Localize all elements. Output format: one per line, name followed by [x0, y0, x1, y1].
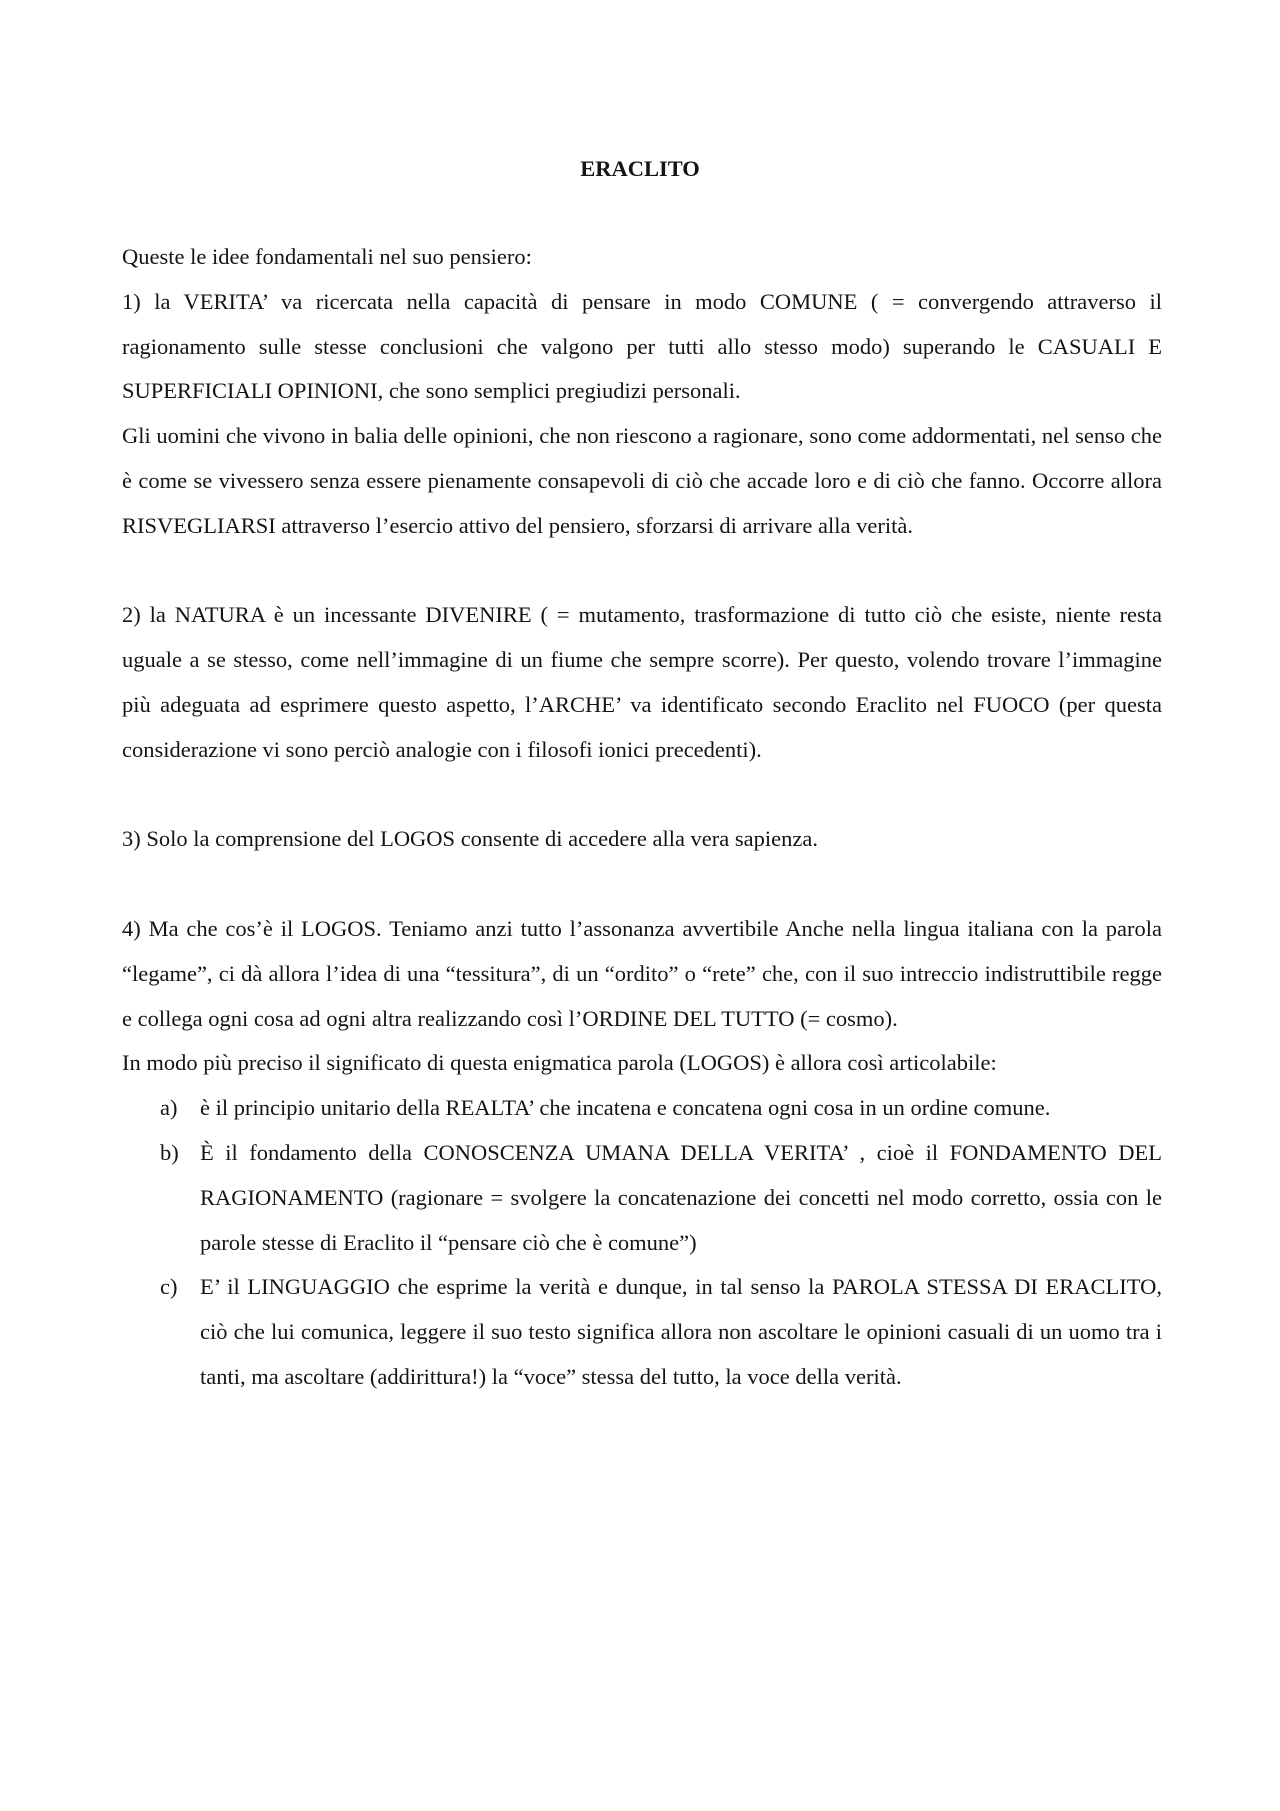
point-3-paragraph: 3) Solo la comprensione del LOGOS consente di accedere alla vera sapienza. — [122, 826, 818, 852]
point-1-paragraph: 1) la VERITA’ va ricercata nella capacità di pensare in modo COMUNE ( = convergendo attraverso il ragionamento sulle stesse conclusioni che valgono per tutti allo stesso modo) superando le CASUALI E SUPERFICIALI OPINIONI, che sono semplici pregiudizi personali. — [122, 288, 1162, 404]
document-title: ERACLITO — [580, 156, 700, 181]
paragraph-spacer — [122, 773, 1162, 818]
list-item — [122, 1265, 1162, 1399]
list-item-marker: b) — [160, 1139, 179, 1165]
list-item-text: E’ il LINGUAGGIO che esprime la verità e dunque, in tal senso la PAROLA STESSA DI ERACLITO, ciò che lui comunica, leggere il suo testo significa allora non ascoltare le opinioni casuali di un uomo tra i tanti, ma ascoltare (addirittura!) la “voce” stessa del tutto, la voce della verità. — [200, 1274, 1162, 1389]
list-item — [122, 1131, 1162, 1265]
point-4-paragraph: 4) Ma che cos’è il LOGOS. Teniamo anzi tutto l’assonanza avvertibile Anche nella lingua italiana con la parola “legame”, ci dà allora l’idea di una “tessitura”, di un “ordito” o “rete” che, con il suo intreccio indistruttibile regge e collega ogni cosa ad ogni altra realizzando così l’ORDINE DEL TUTTO (= cosmo). — [122, 915, 1162, 1031]
list-item — [122, 1086, 1162, 1131]
intro-paragraph: Queste le idee fondamentali nel suo pensiero: — [122, 244, 532, 269]
list-item-text: è il principio unitario della REALTA’ che incatena e concatena ogni cosa in un ordine comune. — [200, 1095, 1051, 1121]
point-4-continuation-paragraph: In modo più preciso il significato di questa enigmatica parola (LOGOS) è allora così articolabile: — [122, 1050, 997, 1076]
list-item-text: È il fondamento della CONOSCENZA UMANA DELLA VERITA’ , cioè il FONDAMENTO DEL RAGIONAMENTO (ragionare = svolgere la concatenazione dei concetti nel modo corretto, ossia con le parole stesse di Eraclito il “pensare ciò che è comune”) — [200, 1139, 1162, 1255]
point-1-continuation-paragraph: Gli uomini che vivono in balia delle opinioni, che non riescono a ragionare, sono come addormentati, nel senso che è come se vivessero senza essere pienamente consapevoli di ciò che accade loro e di ciò che fanno. Occorre allora RISVEGLIARSI attraverso l’esercio attivo del pensiero, sforzarsi di arrivare alla verità. — [122, 423, 1162, 538]
logos-meanings-list — [122, 1086, 1162, 1400]
paragraph-spacer — [122, 549, 1162, 594]
paragraph-spacer — [122, 862, 1162, 907]
document-body — [122, 235, 1162, 1400]
list-item-marker: c) — [160, 1274, 178, 1300]
point-2-paragraph: 2) la NATURA è un incessante DIVENIRE ( = mutamento, trasformazione di tutto ciò che esiste, niente resta uguale a se stesso, come nell’immagine di un fiume che sempre scorre). Per questo, volendo trovare l’immagine più adeguata ad esprimere questo aspetto, l’ARCHE’ va identificato secondo Eraclito nel FUOCO (per questa considerazione vi sono perciò analogie con i filosofi ionici precedenti). — [122, 602, 1162, 762]
list-item-marker: a) — [160, 1095, 178, 1121]
